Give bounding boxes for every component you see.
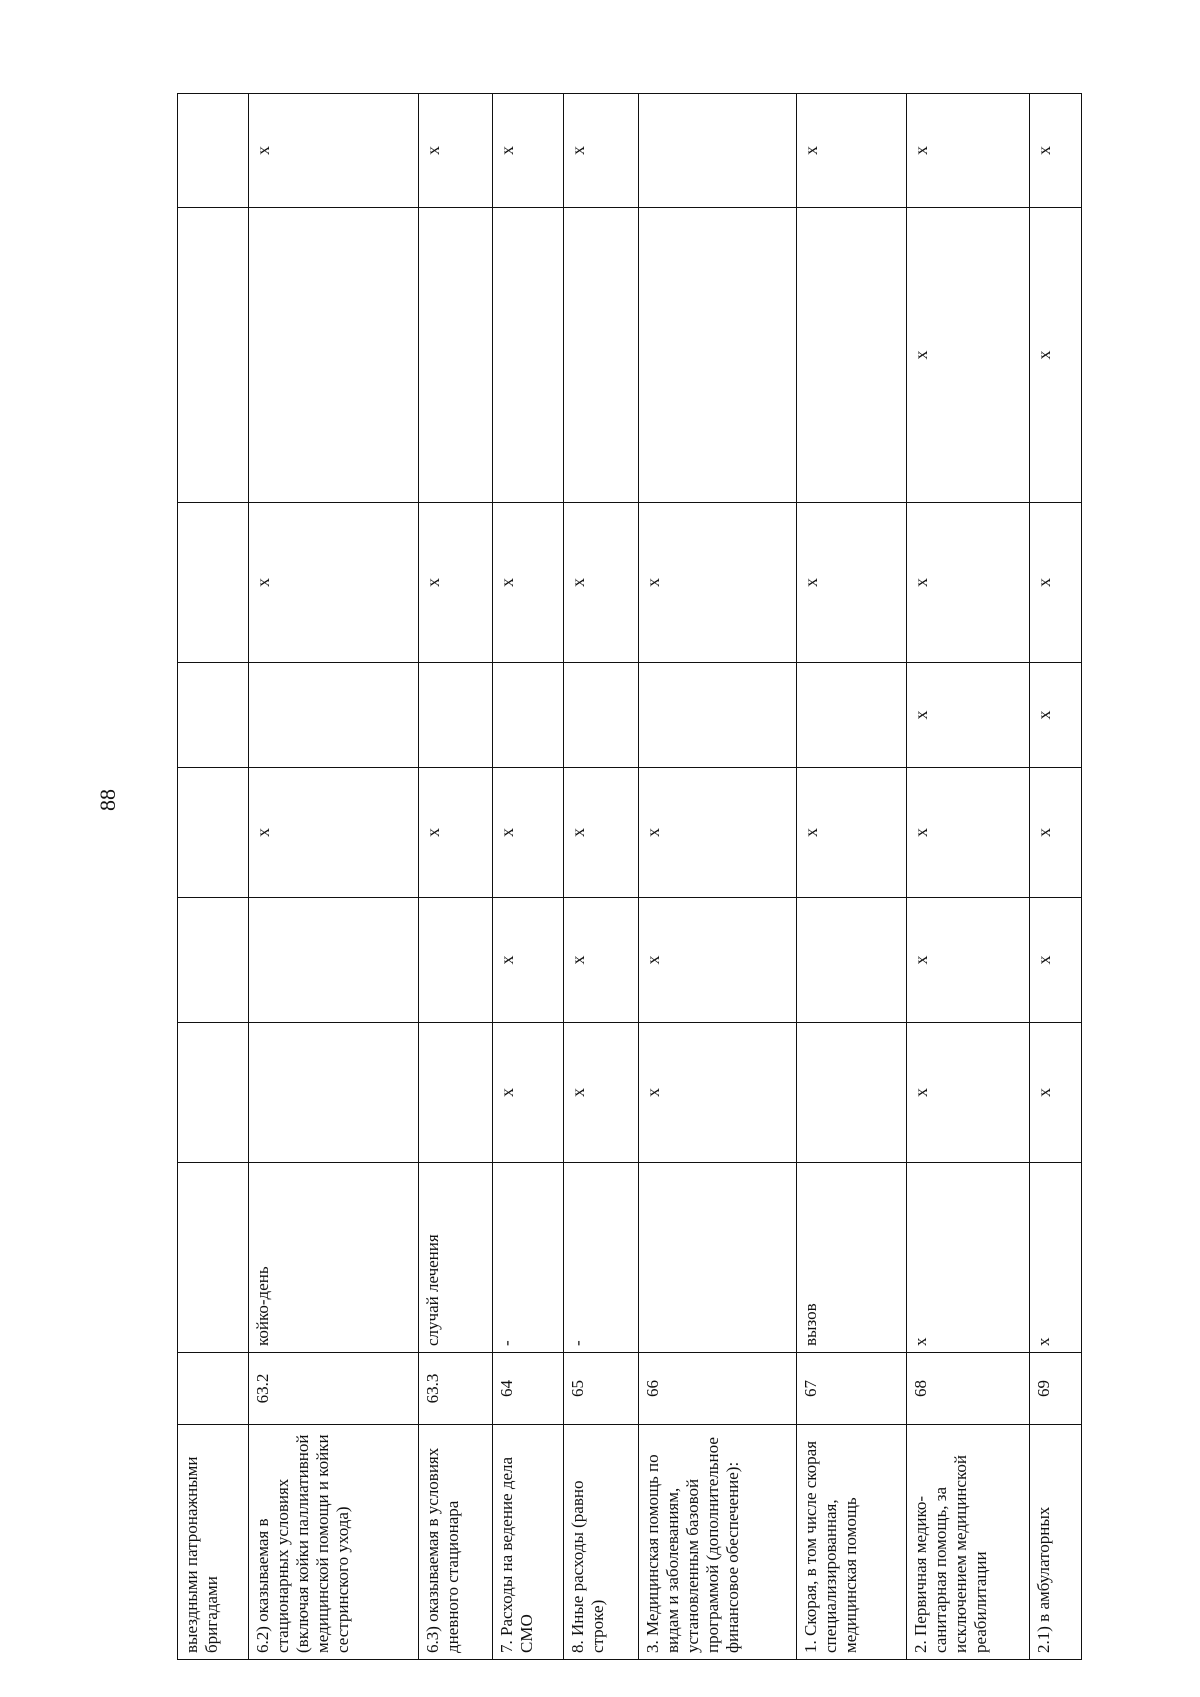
row-value-cell: x xyxy=(564,94,638,208)
row-value-cell: x xyxy=(249,768,419,898)
row-value-cell xyxy=(249,1023,419,1163)
row-value-cell: x xyxy=(638,1023,797,1163)
row-value-cell xyxy=(638,94,797,208)
row-number-cell: 67 xyxy=(797,1353,906,1425)
row-value-cell: x xyxy=(418,94,492,208)
row-value-cell xyxy=(564,208,638,503)
table-row xyxy=(906,94,1030,1660)
row-unit-cell: случай лечения xyxy=(418,1163,492,1353)
row-value-cell xyxy=(418,208,492,503)
row-value-cell xyxy=(493,208,564,503)
row-value-cell xyxy=(178,898,249,1023)
table-row xyxy=(638,94,797,1660)
row-value-cell: x xyxy=(493,898,564,1023)
row-value-cell: x xyxy=(1030,503,1082,663)
row-value-cell: x xyxy=(1030,94,1082,208)
row-value-cell: x xyxy=(1030,663,1082,768)
row-value-cell: x xyxy=(906,208,1030,503)
row-value-cell: x xyxy=(493,1023,564,1163)
row-value-cell xyxy=(638,208,797,503)
row-value-cell: x xyxy=(638,898,797,1023)
row-unit-cell: койко-день xyxy=(249,1163,419,1353)
row-value-cell: x xyxy=(906,663,1030,768)
row-unit-cell xyxy=(638,1163,797,1353)
table-row xyxy=(564,94,638,1660)
row-value-cell xyxy=(638,663,797,768)
row-value-cell xyxy=(178,208,249,503)
row-value-cell: x xyxy=(418,503,492,663)
row-value-cell: x xyxy=(1030,768,1082,898)
table-row xyxy=(418,94,492,1660)
row-value-cell xyxy=(564,663,638,768)
row-number-cell xyxy=(178,1353,249,1425)
row-unit-cell: x xyxy=(1030,1163,1082,1353)
table-row xyxy=(178,94,249,1660)
row-unit-cell: - xyxy=(493,1163,564,1353)
row-unit-cell: - xyxy=(564,1163,638,1353)
row-value-cell xyxy=(178,503,249,663)
row-value-cell: x xyxy=(493,94,564,208)
row-value-cell xyxy=(249,208,419,503)
table-row xyxy=(493,94,564,1660)
row-value-cell: x xyxy=(1030,898,1082,1023)
row-name-cell: 6.3) оказываемая в условиях дневного стационара xyxy=(418,1425,492,1660)
row-value-cell xyxy=(797,898,906,1023)
row-value-cell xyxy=(797,663,906,768)
row-value-cell: x xyxy=(638,503,797,663)
row-value-cell: x xyxy=(797,503,906,663)
row-number-cell: 64 xyxy=(493,1353,564,1425)
row-name-cell: 6.2) оказываемая в стационарных условиях (включая койки паллиативной медицинской помощи и койки сестринского ухода) xyxy=(249,1425,419,1660)
data-table xyxy=(177,93,1082,1660)
row-value-cell: x xyxy=(493,503,564,663)
row-value-cell xyxy=(418,1023,492,1163)
row-value-cell: x xyxy=(906,768,1030,898)
row-number-cell: 68 xyxy=(906,1353,1030,1425)
row-value-cell xyxy=(249,898,419,1023)
row-value-cell: x xyxy=(564,898,638,1023)
row-value-cell: x xyxy=(906,1023,1030,1163)
row-value-cell xyxy=(493,663,564,768)
rotated-table-container xyxy=(177,94,1082,1660)
row-value-cell xyxy=(418,898,492,1023)
row-value-cell: x xyxy=(249,503,419,663)
row-value-cell: x xyxy=(638,768,797,898)
row-value-cell xyxy=(178,1023,249,1163)
row-value-cell: x xyxy=(493,768,564,898)
row-name-cell: 7. Расходы на ведение дела СМО xyxy=(493,1425,564,1660)
row-value-cell xyxy=(178,663,249,768)
row-number-cell: 65 xyxy=(564,1353,638,1425)
row-value-cell: x xyxy=(1030,1023,1082,1163)
row-value-cell: x xyxy=(906,898,1030,1023)
row-unit-cell: вызов xyxy=(797,1163,906,1353)
row-value-cell xyxy=(797,208,906,503)
row-name-cell: выездными патронажными бригадами xyxy=(178,1425,249,1660)
row-value-cell: x xyxy=(249,94,419,208)
table-row xyxy=(797,94,906,1660)
row-value-cell: x xyxy=(906,94,1030,208)
table-row xyxy=(1030,94,1082,1660)
row-value-cell: x xyxy=(1030,208,1082,503)
row-name-cell: 8. Иные расходы (равно строке) xyxy=(564,1425,638,1660)
row-value-cell: x xyxy=(797,94,906,208)
row-name-cell: 2.1) в амбулаторных xyxy=(1030,1425,1082,1660)
row-value-cell: x xyxy=(906,503,1030,663)
page-number: 88 xyxy=(95,789,120,811)
row-unit-cell xyxy=(178,1163,249,1353)
row-value-cell: x xyxy=(564,503,638,663)
row-value-cell xyxy=(178,768,249,898)
row-value-cell: x xyxy=(797,768,906,898)
row-number-cell: 66 xyxy=(638,1353,797,1425)
row-number-cell: 63.2 xyxy=(249,1353,419,1425)
row-value-cell: x xyxy=(564,1023,638,1163)
row-value-cell xyxy=(797,1023,906,1163)
row-name-cell: 3. Медицинская помощь по видам и заболеваниям, установленным базовой программой (дополнительное финансовое обеспечение): xyxy=(638,1425,797,1660)
row-number-cell: 69 xyxy=(1030,1353,1082,1425)
row-value-cell xyxy=(249,663,419,768)
row-value-cell: x xyxy=(418,768,492,898)
row-name-cell: 1. Скорая, в том числе скорая специализированная, медицинская помощь xyxy=(797,1425,906,1660)
table-body xyxy=(178,94,1082,1660)
row-number-cell: 63.3 xyxy=(418,1353,492,1425)
table-row xyxy=(249,94,419,1660)
row-value-cell xyxy=(178,94,249,208)
row-value-cell: x xyxy=(564,768,638,898)
row-name-cell: 2. Первичная медико-санитарная помощь, за исключением медицинской реабилитации xyxy=(906,1425,1030,1660)
row-unit-cell: x xyxy=(906,1163,1030,1353)
row-value-cell xyxy=(418,663,492,768)
